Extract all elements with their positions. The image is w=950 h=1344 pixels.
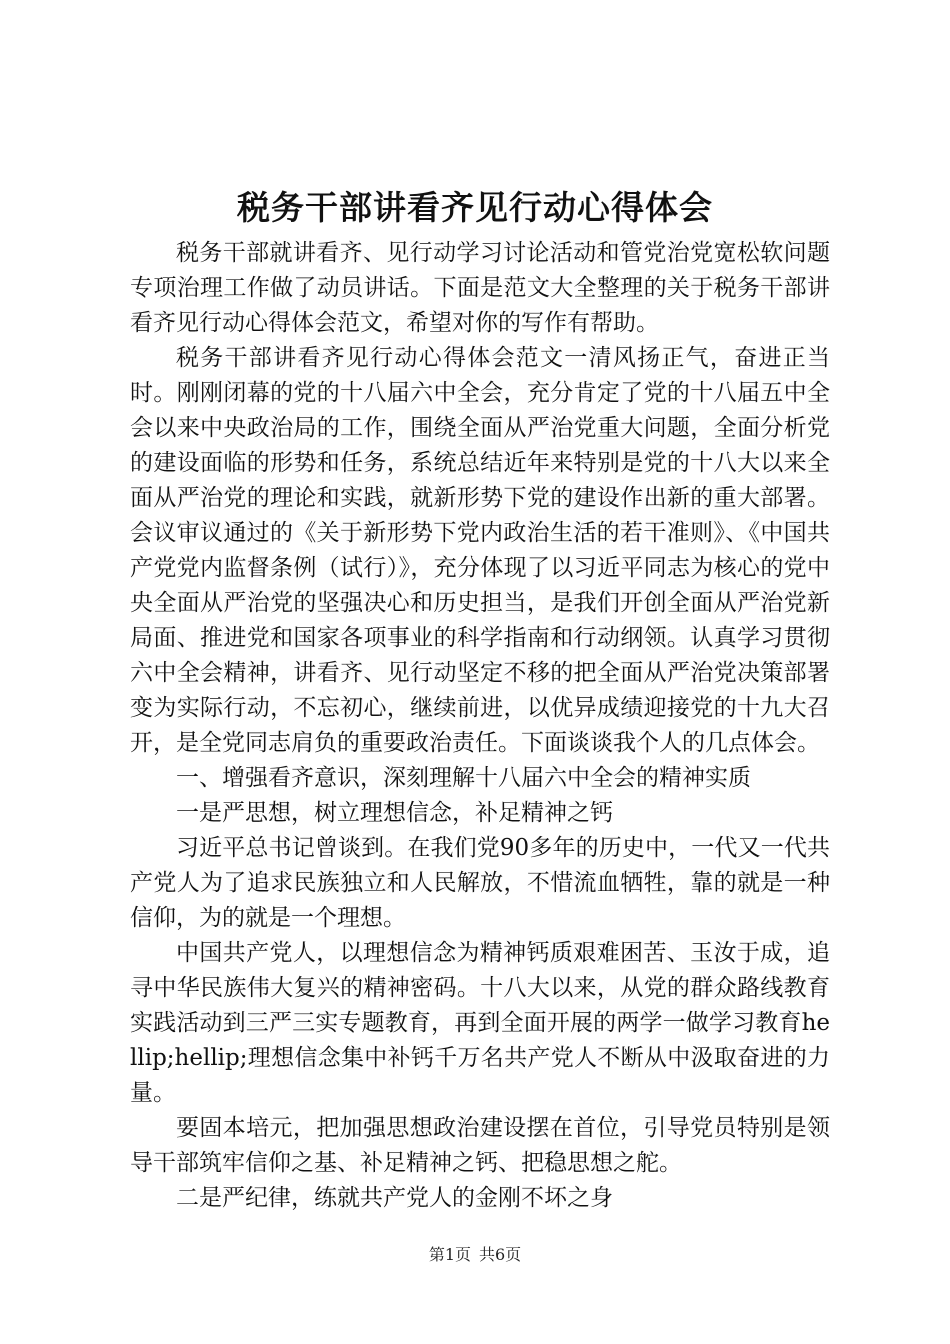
page-total: 共6页 — [479, 1245, 522, 1264]
paragraph-main: 税务干部讲看齐见行动心得体会范文一清风扬正气，奋进正当时。刚刚闭幕的党的十八届六中全会，充分肯定了党的十八届五中全会以来中央政治局的工作，围绕全面从严治党重大问题，全面分析党的建设面临的形势和任务，系统总结近年来特别是党的十八大以来全面从严治党的理论和实践，就新形势下党的建设作出新的重大部署。会议审议通过的《关于新形势下党内政治生活的若干准则》、《中国共产党党内监督条例（试行）》，充分体现了以习近平同志为核心的党中央全面从严治党的坚强决心和历史担当，是我们开创全面从严治党新局面、推进党和国家各项事业的科学指南和行动纲领。认真学习贯彻六中全会精神，讲看齐、见行动坚定不移的把全面从严治党决策部署变为实际行动，不忘初心，继续前进，以优异成绩迎接党的十九大召开，是全党同志肩负的重要政治责任。下面谈谈我个人的几点体会。 — [130, 345, 830, 756]
paragraph-quote: 习近平总书记曾谈到。在我们党90多年的历史中，一代又一代共产党人为了追求民族独立和人民解放，不惜流血牺牲，靠的就是一种信仰，为的就是一个理想。 — [130, 835, 830, 931]
document-body — [130, 236, 830, 1216]
page-number: 第1页 — [428, 1245, 471, 1264]
document-title: 税务干部讲看齐见行动心得体会 — [237, 188, 713, 227]
paragraph-ideals: 中国共产党人，以理想信念为精神钙质艰难困苦、玉汝于成，追寻中华民族伟大复兴的精神密码。十八大以来，从党的群众路线教育实践活动到三严三实专题教育，再到全面开展的两学一做学习教育hellip;hellip;理想信念集中补钙千万名共产党人不断从中汲取奋进的力量。 — [130, 940, 830, 1106]
page-footer — [0, 1243, 950, 1267]
paragraph-foundation: 要固本培元，把加强思想政治建设摆在首位，引导党员特别是领导干部筑牢信仰之基、补足精神之钙、把稳思想之舵。 — [130, 1115, 830, 1176]
section-heading: 一、增强看齐意识，深刻理解十八届六中全会的精神实质 — [176, 765, 751, 791]
paragraph-intro: 税务干部就讲看齐、见行动学习讨论活动和管党治党宽松软问题专项治理工作做了动员讲话。下面是范文大全整理的关于税务干部讲看齐见行动心得体会范文，希望对你的写作有帮助。 — [130, 240, 830, 336]
subheading-one: 一是严思想，树立理想信念，补足精神之钙 — [176, 800, 613, 826]
subheading-two: 二是严纪律，练就共产党人的金刚不坏之身 — [176, 1185, 613, 1211]
